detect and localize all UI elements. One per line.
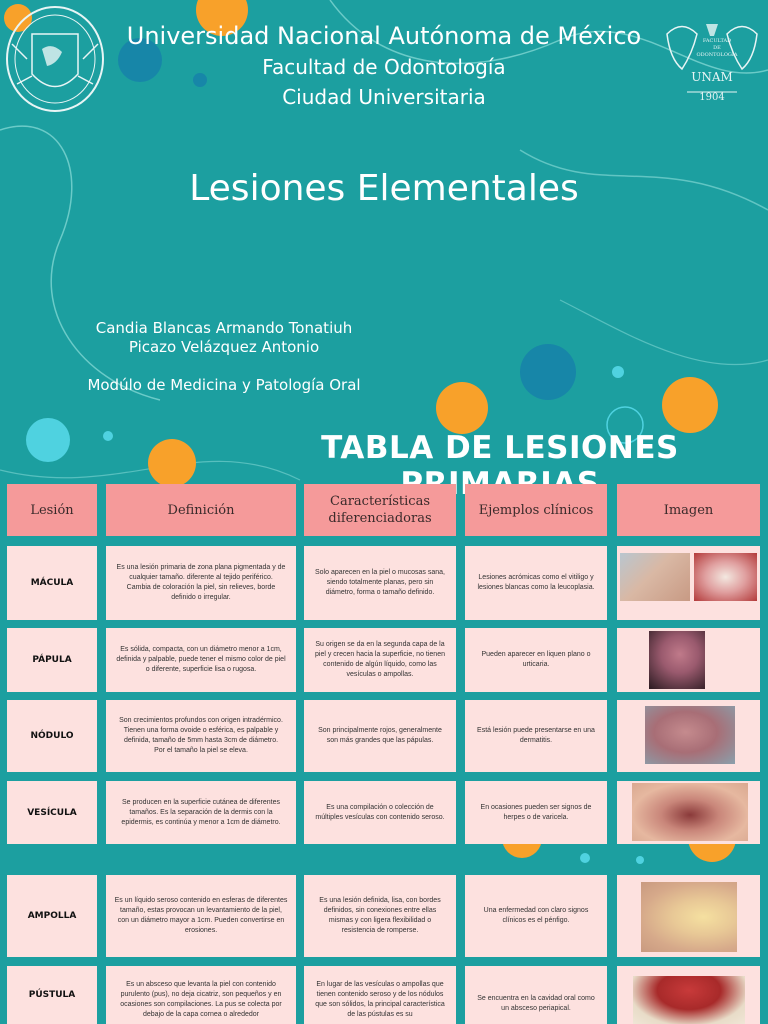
module-name: Modúlo de Medicina y Patología Oral	[87, 376, 361, 394]
examples-text: En ocasiones pueden ser signos de herpes o de varicela.	[480, 803, 592, 821]
features-cell	[304, 781, 456, 844]
examples-cell	[465, 966, 607, 1024]
clinical-photo-nodulo	[645, 706, 735, 764]
campus-name: Ciudad Universitaria	[282, 85, 486, 109]
logo-unam: UNAM	[691, 70, 733, 84]
features-cell	[304, 628, 456, 692]
definition-cell	[106, 546, 296, 620]
features-text: Solo aparecen en la piel o mucosas sana, siendo totalmente planas, pero sin diámetro, forma o tamaño definido.	[315, 569, 445, 596]
examples-text: Está lesión puede presentarse en una dermatitis.	[477, 727, 595, 744]
clinical-photo-ampolla	[641, 882, 737, 952]
header-caracteristicas: Características diferenciadoras	[304, 484, 456, 536]
author-1: Candia Blancas Armando Tonatiuh	[95, 319, 353, 337]
features-text: Es una compilación o colección de múltiples vesículas con contenido seroso.	[315, 803, 445, 821]
definition-text: Es una lesión primaria de zona plana pigmentada y de cualquier tamaño. diferente al tejido periférico. Cambia de coloración la piel, sin relieves, borde definido o irregular.	[116, 564, 286, 601]
definition-cell	[106, 875, 296, 957]
image-cell	[617, 781, 760, 844]
author-2: Picazo Velázquez Antonio	[128, 338, 320, 356]
examples-cell	[465, 546, 607, 620]
image-cell	[617, 700, 760, 772]
lesion-name-papula: PÁPULA	[7, 628, 97, 692]
faculty-name: Facultad de Odontología	[262, 55, 506, 79]
examples-text: Se encuentra en la cavidad oral como un absceso periapical.	[477, 995, 595, 1012]
lesion-name-ampolla: AMPOLLA	[7, 875, 97, 957]
features-cell	[304, 546, 456, 620]
header-definicion: Definición	[106, 484, 296, 536]
header-lesion: Lesión	[7, 484, 97, 536]
clinical-photo-vitiligo	[620, 553, 690, 601]
features-text: Su origen se da en la segunda capa de la piel y crecen hacia la superficie, no tienen contenido de algún líquido, como las vesículas o ampollas.	[315, 641, 445, 678]
features-cell	[304, 875, 456, 957]
examples-cell	[465, 628, 607, 692]
university-name: Universidad Nacional Autónoma de México	[126, 22, 642, 50]
clinical-photo-papula	[649, 631, 705, 689]
features-cell	[304, 700, 456, 772]
clinical-photo-vesicula	[632, 783, 748, 841]
lesion-name-nodulo: NÓDULO	[7, 700, 97, 772]
examples-cell	[465, 781, 607, 844]
definition-cell	[106, 628, 296, 692]
definition-cell	[106, 781, 296, 844]
page-title: Lesiones Elementales	[189, 168, 579, 209]
image-cell	[617, 546, 760, 620]
lesion-name-vesicula: VESÍCULA	[7, 781, 97, 844]
examples-text: Pueden aparecer en liquen plano o urticaria.	[481, 651, 591, 668]
definition-text: Es sólida, compacta, con un diámetro menor a 1cm, definida y palpable, puede tener el mismo color de piel o diferente, superficie lisa o rugosa.	[116, 646, 286, 673]
features-text: Son principalmente rojos, generalmente son más grandes que las pápulas.	[318, 727, 442, 744]
logo-year: 1904	[699, 92, 725, 103]
examples-cell	[465, 700, 607, 772]
features-text: Es una lesión definida, lisa, con bordes definidos, sin conexiones entre ellas mismas y con ligera flexibilidad o resistencia de romperse.	[319, 897, 441, 934]
logo-line-3: ODONTOLOGÍA	[696, 52, 738, 58]
examples-text: Una enfermedad con claro signos clínicos es el pénfigo.	[483, 907, 589, 924]
lesion-name-pustula: PÚSTULA	[7, 966, 97, 1024]
lesion-name-macula: MÁCULA	[7, 546, 97, 620]
definition-text: Son crecimientos profundos con origen intradérmico. Tienen una forma ovoide o esférica, es palpable y definida, tamaño de 5mm hasta 3cm de diámetro. Por el tamaño la piel se eleva.	[119, 717, 283, 754]
examples-cell	[465, 875, 607, 957]
definition-text: Es un absceso que levanta la piel con contenido purulento (pus), no deja cicatriz, son pequeños y en ocasiones son compilaciones. La pus se colecta por debajo de la capa cornea o alrededor	[120, 981, 282, 1018]
header-ejemplos: Ejemplos clínicos	[465, 484, 607, 536]
table-title: TABLA DE LESIONES	[321, 430, 679, 466]
definition-cell	[106, 966, 296, 1024]
logo-line-2: DE	[713, 45, 721, 51]
features-text: En lugar de las vesículas o ampollas que tienen contenido seroso y de los nódulos que son sólidos, la principal característica de las pústulas es su	[315, 981, 445, 1018]
features-cell	[304, 966, 456, 1024]
image-cell	[617, 628, 760, 692]
examples-text: Lesiones acrómicas como el vitiligo y lesiones blancas como la leucoplasia.	[477, 574, 595, 591]
clinical-photo-leucoplasia	[694, 553, 757, 601]
definition-text: Es un líquido seroso contenido en esferas de diferentes tamaño, estas provocan un levantamiento de la piel, con un diámetro mayor a 1cm. Pueden convertirse en erosiones.	[114, 897, 288, 934]
image-cell	[617, 966, 760, 1024]
logo-line-1: FACULTAD	[702, 38, 732, 44]
definition-cell	[106, 700, 296, 772]
header-imagen: Imagen	[617, 484, 760, 536]
image-cell	[617, 875, 760, 957]
clinical-photo-pustula	[633, 976, 745, 1024]
definition-text: Se producen en la superficie cutánea de diferentes tamaños. Es la separación de la dermis con la epidermis, es continúa y menor a 1cm de diámetro.	[121, 798, 281, 826]
